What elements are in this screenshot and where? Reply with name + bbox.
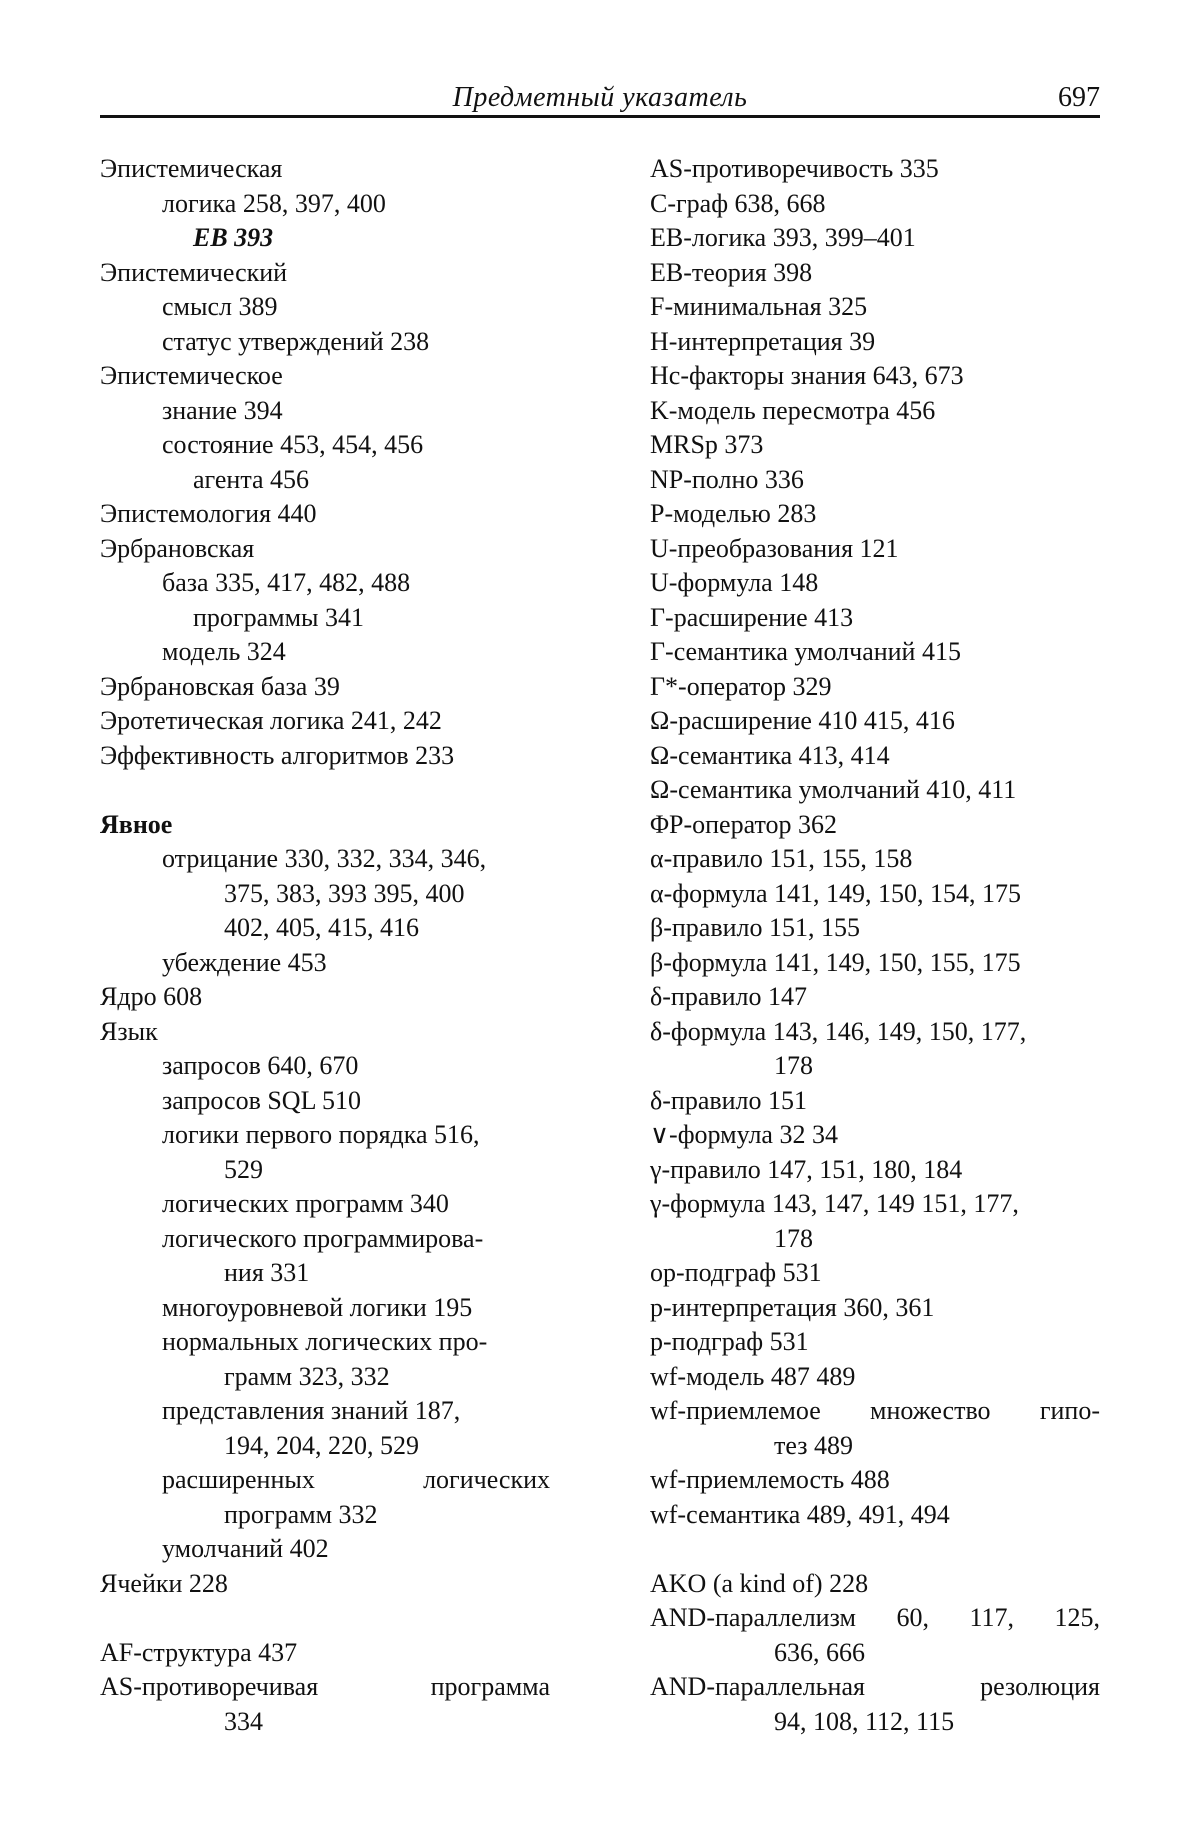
index-entry: Эрбрановская xyxy=(100,533,255,563)
index-entry: EB-логика 393, 399–401 xyxy=(650,223,916,252)
index-entry: Ω-расширение 410 415, 416 xyxy=(650,706,955,735)
index-entry: NP-полно 336 xyxy=(650,464,804,494)
section-gap xyxy=(100,773,550,808)
index-entry: Γ*-оператор 329 xyxy=(650,671,832,701)
index-continuation: программ 332 xyxy=(224,1499,378,1529)
index-continuation: 194, 204, 220, 529 xyxy=(224,1430,419,1460)
index-entry: ∨-формула 32 34 xyxy=(650,1120,838,1149)
index-subentry: запросов SQL 510 xyxy=(162,1085,361,1115)
index-entry: Эпистемическая xyxy=(100,154,283,183)
section-gap xyxy=(100,1601,550,1636)
index-entry: ΦP-оператор 362 xyxy=(650,809,837,839)
index-entry: AS-противоречивая программа xyxy=(100,1672,550,1701)
index-entry: Γ-расширение 413 xyxy=(650,602,854,632)
index-entry: Ω-семантика умолчаний 410, 411 xyxy=(650,775,1017,804)
index-subentry: умолчаний 402 xyxy=(162,1534,329,1563)
index-subentry: многоуровневой логики 195 xyxy=(162,1292,473,1322)
index-continuation: тез 489 xyxy=(774,1430,853,1460)
index-continuation: 636, 666 xyxy=(774,1637,865,1667)
index-entry: α-формула 141, 149, 150, 154, 175 xyxy=(650,878,1022,908)
index-continuation: 402, 405, 415, 416 xyxy=(224,913,419,942)
index-subentry: состояние 453, 454, 456 xyxy=(162,430,424,459)
index-entry: K-модель пересмотра 456 xyxy=(650,395,936,425)
index-entry: H-интерпретация 39 xyxy=(650,326,876,356)
index-entry: Ядро 608 xyxy=(100,982,203,1011)
index-entry: Ω-семантика 413, 414 xyxy=(650,740,890,770)
index-entry: Язык xyxy=(100,1016,158,1046)
index-entry: AND-параллельная резолюция xyxy=(650,1672,1100,1701)
index-subentry: нормальных логических про- xyxy=(162,1327,488,1356)
index-entry: δ-формула 143, 146, 149, 150, 177, xyxy=(650,1016,1027,1046)
index-continuation: 178 xyxy=(774,1051,813,1080)
index-entry: Эпистемическое xyxy=(100,361,283,390)
index-continuation: 94, 108, 112, 115 xyxy=(774,1706,955,1736)
index-entry: γ-формула 143, 147, 149 151, 177, xyxy=(650,1189,1019,1218)
section-gap xyxy=(650,1532,1100,1567)
index-continuation: грамм 323, 332 xyxy=(224,1361,390,1391)
index-entry: Γ-семантика умолчаний 415 xyxy=(650,637,961,666)
index-subentry: EB 393 xyxy=(193,223,274,252)
index-subentry: база 335, 417, 482, 488 xyxy=(162,568,411,597)
index-subentry: логических программ 340 xyxy=(162,1189,449,1218)
index-entry: Эпистемический xyxy=(100,257,288,287)
index-entry: EB-теория 398 xyxy=(650,257,813,287)
index-subentry: логического программирова- xyxy=(162,1223,484,1253)
index-subentry: логика 258, 397, 400 xyxy=(162,188,386,218)
index-subentry: расширенных логических xyxy=(162,1465,550,1494)
index-entry: C-граф 638, 668 xyxy=(650,188,826,218)
index-continuation: 334 xyxy=(224,1706,263,1736)
index-entry: F-минимальная 325 xyxy=(650,292,868,321)
index-entry: AKO (a kind of) 228 xyxy=(650,1568,869,1598)
index-entry: MRSp 373 xyxy=(650,430,764,459)
index-entry: op-подграф 531 xyxy=(650,1258,822,1287)
index-entry: Эффективность алгоритмов 233 xyxy=(100,740,455,770)
index-entry: δ-правило 147 xyxy=(650,982,808,1011)
index-column-right xyxy=(650,152,1100,1739)
index-entry: Ячейки 228 xyxy=(100,1568,228,1598)
index-entry: wf-модель 487 489 xyxy=(650,1361,856,1391)
index-entry: wf-приемлемость 488 xyxy=(650,1465,890,1494)
index-continuation: 178 xyxy=(774,1223,813,1253)
index-column-left xyxy=(100,152,550,1739)
index-entry: β-правило 151, 155 xyxy=(650,913,861,942)
index-entry: δ-правило 151 xyxy=(650,1085,808,1115)
index-entry: p-подграф 531 xyxy=(650,1327,809,1356)
index-entry: wf-приемлемое множество гипо- xyxy=(650,1396,1100,1425)
index-subentry: запросов 640, 670 xyxy=(162,1051,359,1080)
index-entry: AF-структура 437 xyxy=(100,1637,298,1667)
index-entry: AND-параллелизм 60, 117, 125, xyxy=(650,1603,1100,1632)
index-subentry: агента 456 xyxy=(193,464,310,494)
index-entry: Эпистемология 440 xyxy=(100,499,317,528)
index-subentry: программы 341 xyxy=(193,602,364,632)
index-subentry: логики первого порядка 516, xyxy=(162,1120,480,1149)
index-subentry: убеждение 453 xyxy=(162,947,327,977)
index-continuation: 375, 383, 393 395, 400 xyxy=(224,878,465,908)
page-header xyxy=(100,76,1100,116)
index-entry: γ-правило 147, 151, 180, 184 xyxy=(650,1154,963,1184)
index-entry: Явное xyxy=(100,809,173,839)
index-subentry: статус утверждений 238 xyxy=(162,326,430,356)
index-subentry: смысл 389 xyxy=(162,292,278,321)
index-subentry: представления знаний 187, xyxy=(162,1396,461,1425)
index-entry: wf-семантика 489, 491, 494 xyxy=(650,1499,950,1529)
index-entry: β-формула 141, 149, 150, 155, 175 xyxy=(650,947,1021,977)
page-number: 697 xyxy=(1058,82,1100,113)
index-subentry: отрицание 330, 332, 334, 346, xyxy=(162,844,487,873)
index-entry: Hc-факторы знания 643, 673 xyxy=(650,361,964,390)
index-entry: U-преобразования 121 xyxy=(650,533,899,563)
index-entry: α-правило 151, 155, 158 xyxy=(650,844,913,873)
index-subentry: знание 394 xyxy=(162,395,283,425)
index-continuation: ния 331 xyxy=(224,1258,310,1287)
index-entry: Эротетическая логика 241, 242 xyxy=(100,706,442,735)
index-entry: Эрбрановская база 39 xyxy=(100,671,340,701)
index-entry: p-интерпретация 360, 361 xyxy=(650,1292,935,1322)
index-entry: AS-противоречивость 335 xyxy=(650,154,939,183)
running-title: Предметный указатель xyxy=(452,82,748,113)
index-entry: U-формула 148 xyxy=(650,568,819,597)
header-rule xyxy=(100,115,1100,118)
index-subentry: модель 324 xyxy=(162,637,286,666)
index-entry: P-моделью 283 xyxy=(650,499,817,528)
index-continuation: 529 xyxy=(224,1154,263,1184)
